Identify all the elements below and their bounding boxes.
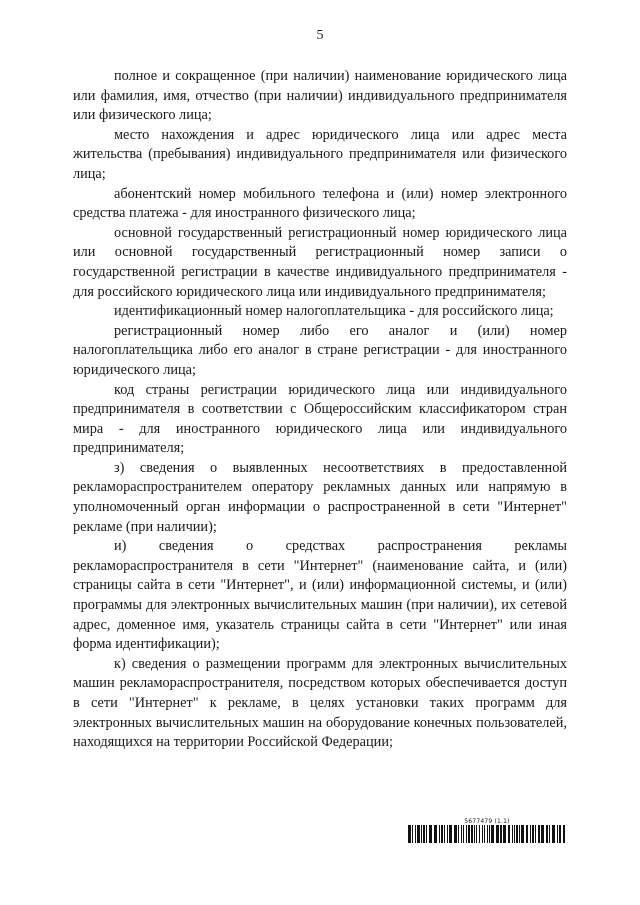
paragraph-ogrn: основной государственный регистрационный номер юридического лица или основной государственный регистрационный номер записи о государственной регистрации в качестве индивидуального предпринимателя - для российского юридического лица или индивидуального предпринимателя; <box>73 224 567 300</box>
paragraph-name: полное и сокращенное (при наличии) наименование юридического лица или фамилия, имя, отчество (при наличии) индивидуального предпринимателя или физического лица; <box>73 68 567 124</box>
barcode-icon <box>408 825 566 843</box>
document-body <box>73 67 567 753</box>
paragraph-item-z: з) сведения о выявленных несоответствиях в предоставленной рекламораспространителем оператору рекламных данных или напрямую в уполномоченный орган информации о распространенной в сети "Интернет" рекламе (при наличии); <box>73 459 567 535</box>
paragraph-inn: идентификационный номер налогоплательщика - для российского лица; <box>114 303 554 320</box>
paragraph-phone: абонентский номер мобильного телефона и (или) номер электронного средства платежа - для иностранного физического лица; <box>73 185 567 222</box>
paragraph-country-code: код страны регистрации юридического лица или индивидуального предпринимателя в соответствии с Общероссийским классификатором стран мира - для иностранного юридического лица или индивидуального предпринимателя; <box>73 381 567 457</box>
paragraph-foreign-reg-number: регистрационный номер либо его аналог и (или) номер налогоплательщика либо его аналог в стране регистрации - для иностранного юридического лица; <box>73 322 567 378</box>
paragraph-item-k: к) сведения о размещении программ для электронных вычислительных машин рекламораспространителя, посредством которых обеспечивается доступ в сети "Интернет" к рекламе, в целях установки таких программ для электронных вычислительных машин на оборудование конечных пользователей, находящихся на территории Российской Федерации; <box>73 655 567 751</box>
barcode-id: 5677479 (1.1) <box>464 818 510 825</box>
page-number: 5 <box>316 28 324 43</box>
document-barcode <box>408 818 566 843</box>
paragraph-item-i: и) сведения о средствах распространения рекламы рекламораспространителя в сети "Интернет" (наименование сайта, и (или) страницы сайта в сети "Интернет", и (или) информационной системы, и (или) программы для электронных вычислительных машин (при наличии), их сетевой адрес, доменное имя, указатель страницы сайта в сети "Интернет" или иная форма идентификации); <box>73 538 567 653</box>
paragraph-address: место нахождения и адрес юридического лица или адрес места жительства (пребывания) индивидуального предпринимателя или физического лица; <box>73 126 567 182</box>
